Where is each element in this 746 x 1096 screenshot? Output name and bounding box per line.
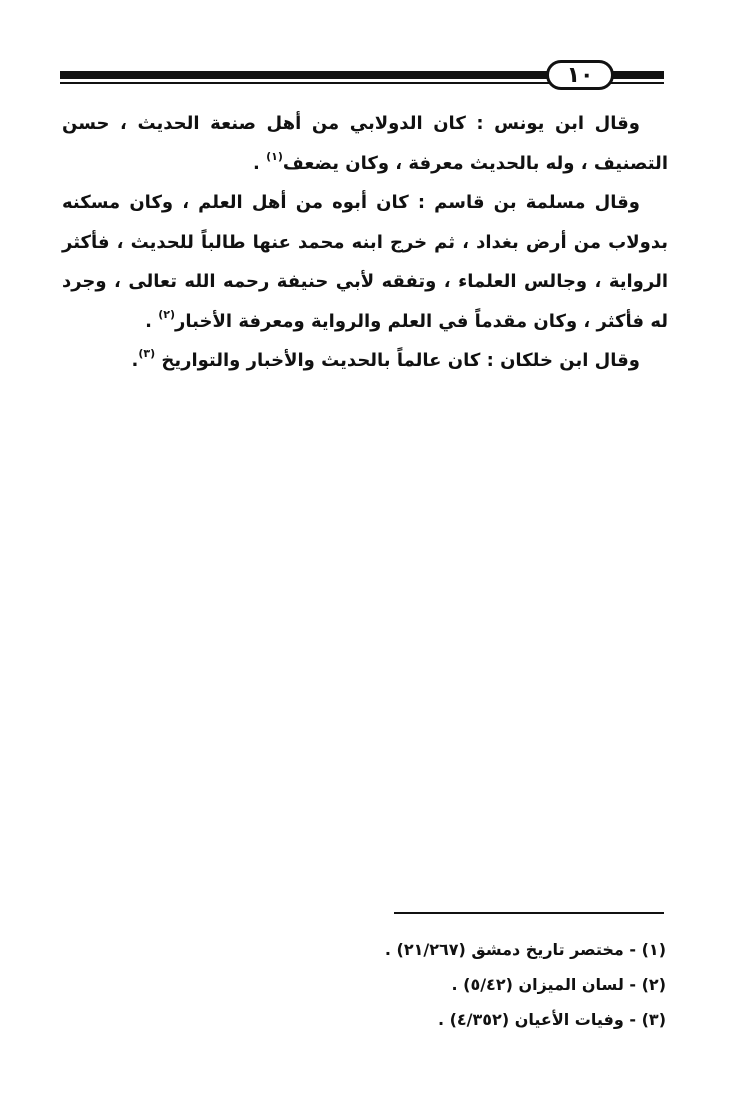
paragraph-3 [62, 341, 668, 381]
paragraph-3-end: . [131, 350, 139, 371]
paragraph-2-text: وقال مسلمة بن قاسم : كان أبوه من أهل العلم ، وكان مسكنه بدولاب من أرض بغداد ، ثم خرج ابنه محمد عنها طالباً للحديث ، فأكثر الرواية ، وجالس العلماء ، وتفقه لأبي حنيفة رحمه الله تعالى ، وجرد له فأكثر ، وكان مقدماً في العلم والرواية ومعرفة الأخبار [62, 192, 668, 332]
footnote-ref-1: (١) [266, 149, 283, 163]
main-text [62, 104, 668, 381]
footnote-ref-2: (٢) [158, 307, 176, 321]
page-header [60, 60, 664, 92]
paragraph-3-text: وقال ابن خلكان : كان عالماً بالحديث والأخبار والتواريخ [155, 350, 640, 371]
paragraph-1 [62, 104, 668, 183]
paragraph-1-end: . [253, 152, 267, 174]
footnote-1: (١) - مختصر تاريخ دمشق (٢١/٢٦٧) . [384, 940, 666, 959]
paragraph-2-end: . [145, 310, 159, 332]
footnotes [300, 932, 666, 1037]
footnote-3: (٣) - وفيات الأعيان (٤/٣٥٢) . [437, 1010, 666, 1029]
paragraph-1-text: وقال ابن يونس : كان الدولابي من أهل صنعة الحديث ، حسن التصنيف ، وله بالحديث معرفة ، وكان يضعف [62, 113, 668, 174]
page-number: ١٠ [546, 60, 614, 90]
footnote-ref-3: (٣) [138, 347, 156, 360]
paragraph-2 [62, 183, 668, 341]
footnote-2: (٢) - لسان الميزان (٥/٤٢) . [451, 975, 666, 994]
footnote-separator [394, 912, 664, 914]
